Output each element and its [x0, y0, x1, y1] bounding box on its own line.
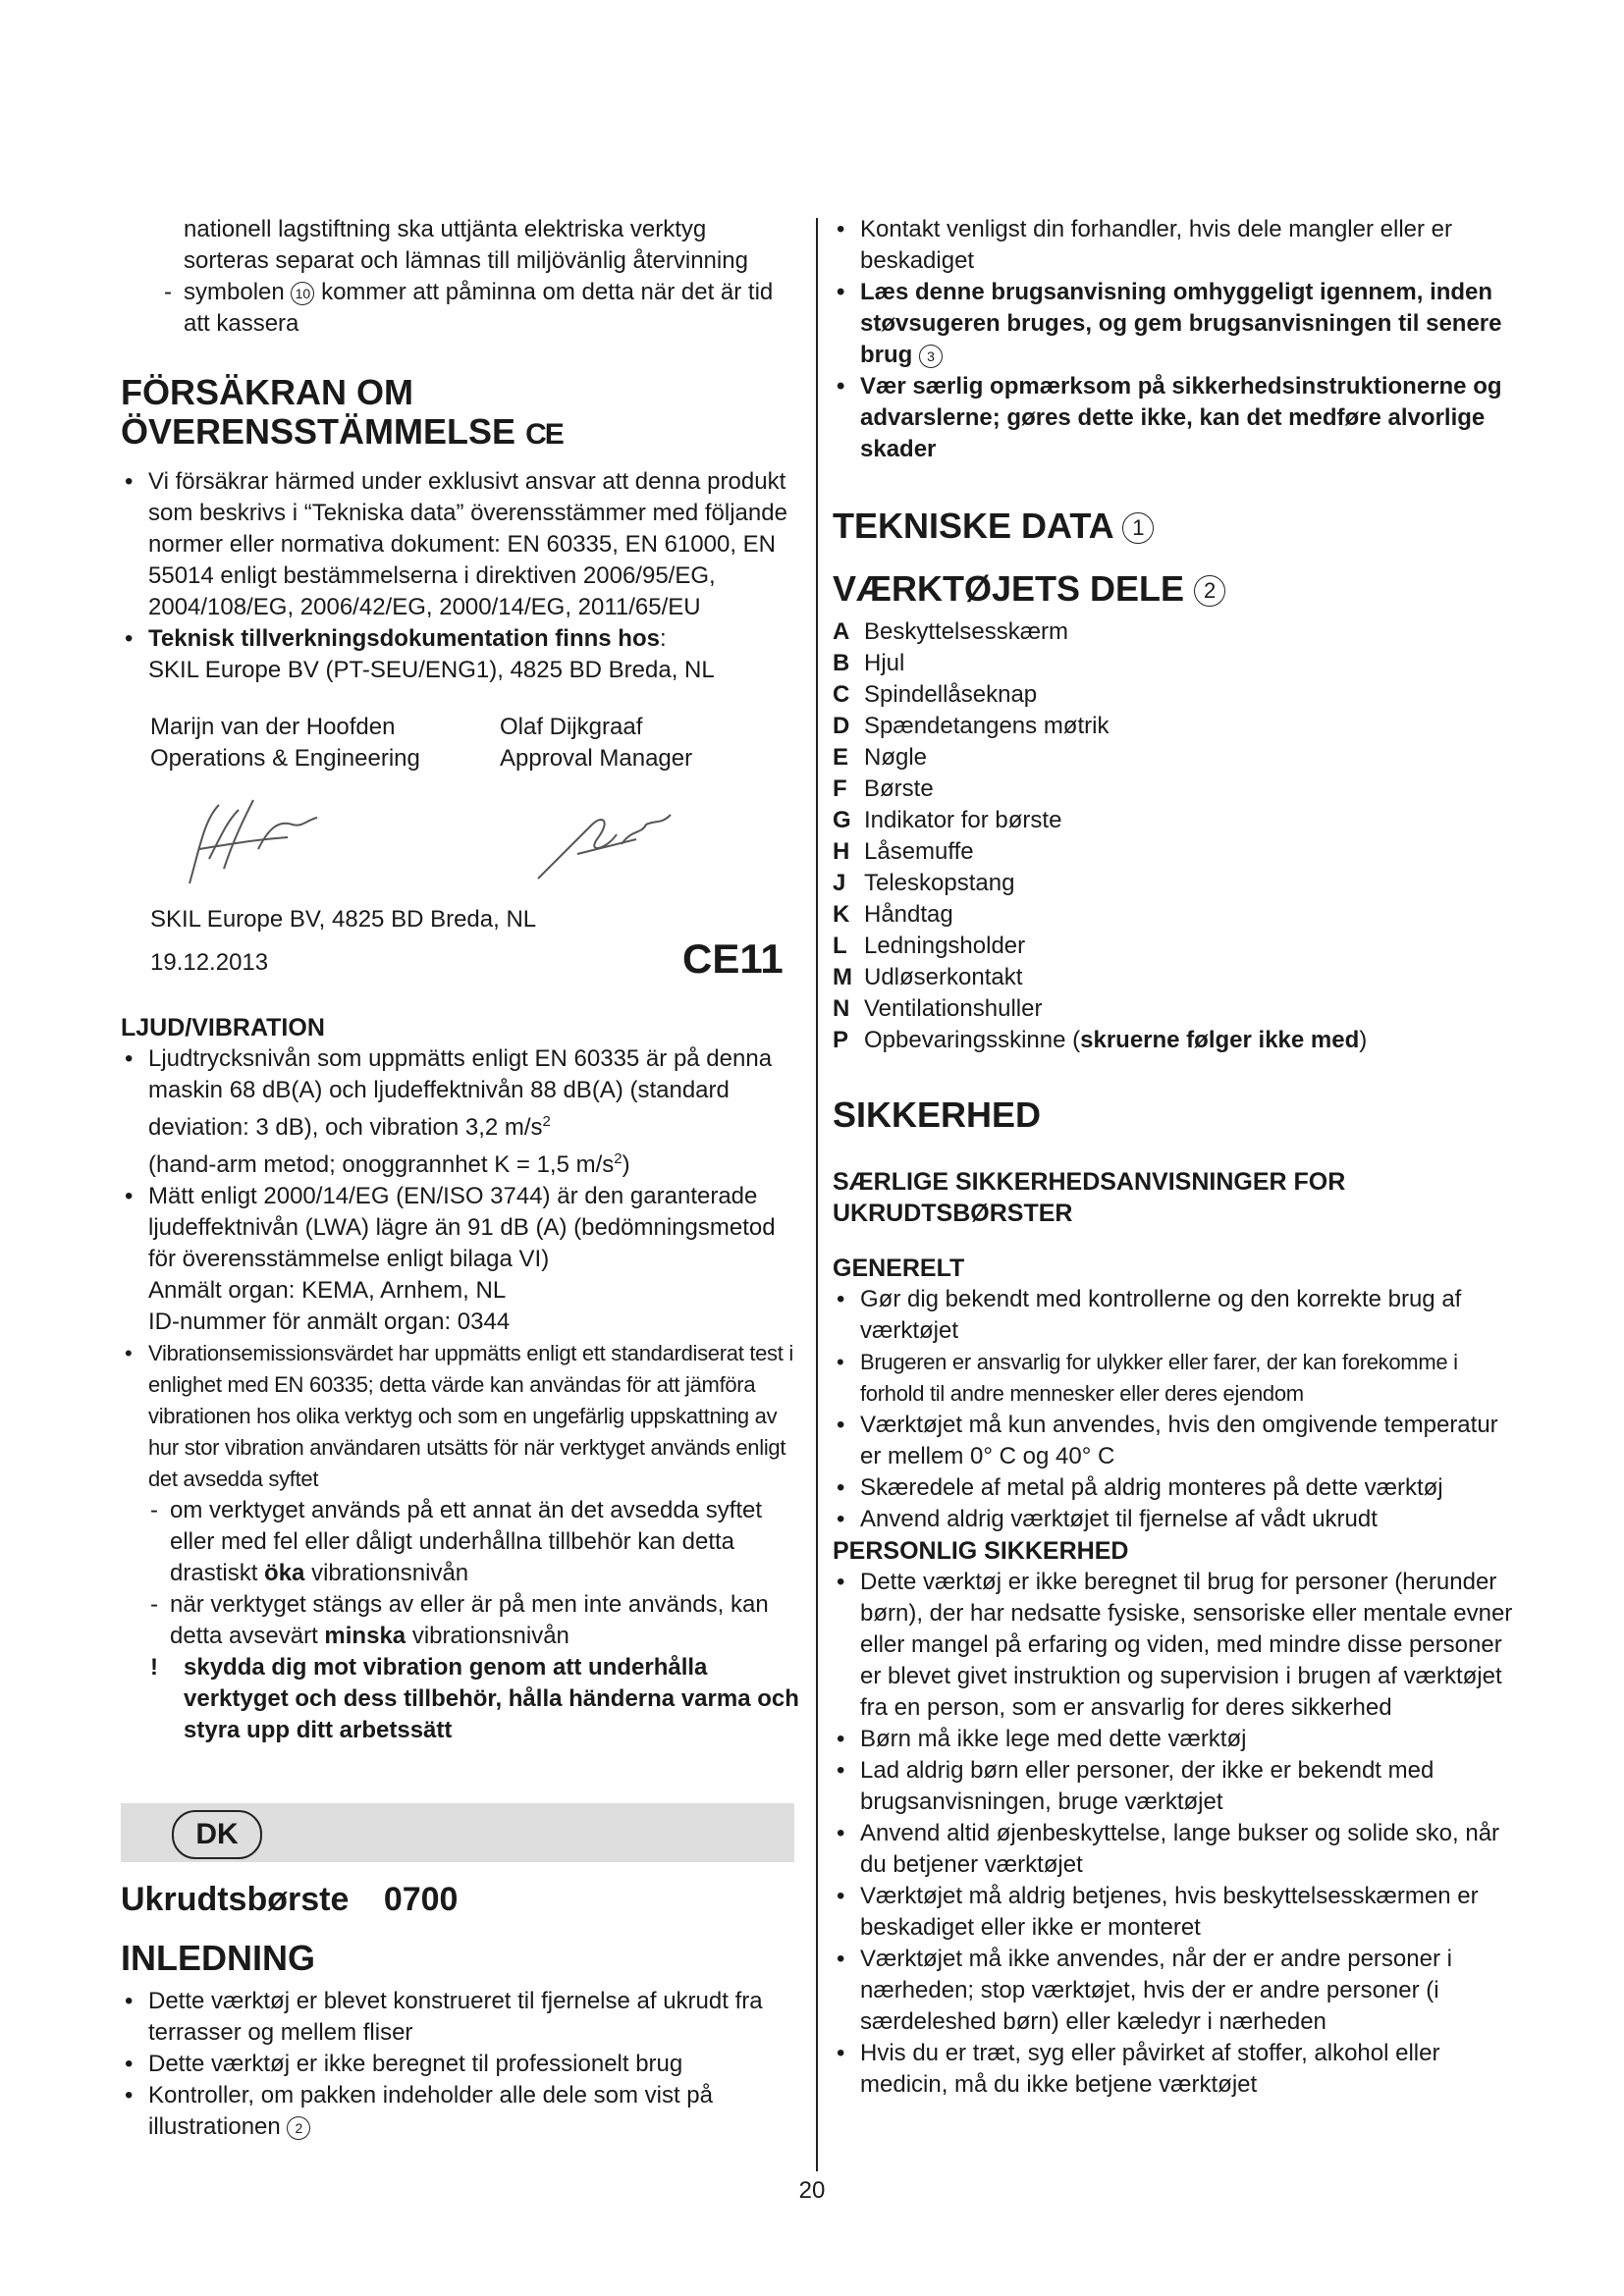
sound-list [121, 1043, 800, 1746]
section-heading [833, 507, 1520, 546]
heading-text: ÖVERENSSTÄMMELSE [121, 411, 516, 452]
product-name: Ukrudtsbørste [121, 1881, 350, 1918]
part-key: G [833, 807, 851, 833]
figure-ref-badge: 10 [291, 282, 314, 305]
text: (hand-arm metod; onoggrannhet K = 1,5 m/s [148, 1151, 615, 1178]
part-key: C [833, 681, 850, 708]
part-label: Teleskopstang [864, 870, 1015, 896]
part-item [833, 679, 1520, 711]
conformity-heading [121, 373, 800, 454]
list-item: • Kontakt venligst din forhandler, hvis dele mangler eller er beskadiget [833, 214, 1520, 277]
part-key: J [833, 870, 846, 896]
list-item [121, 2080, 800, 2143]
list-item: • Brugeren er ansvarlig for ulykker eller farer, der kan forekomme i forhold til andre mennesker eller deres ejendom [833, 1347, 1520, 1410]
list-item: • Værktøjet må kun anvendes, hvis den omgivende temperatur er mellem 0° C og 40° C [833, 1410, 1520, 1472]
part-item [833, 836, 1520, 868]
language-bar [121, 1803, 794, 1862]
part-item [833, 616, 1520, 648]
left-column [121, 214, 800, 2143]
text: när verktyget stängs av eller är på men inte används, kan detta avsevärt [170, 1591, 769, 1649]
page-number: 20 [798, 2177, 826, 2204]
part-key: N [833, 995, 850, 1022]
list-item: • Gør dig bekendt med kontrollerne og den korrekte brug af værktøjet [833, 1284, 1520, 1347]
part-item [833, 868, 1520, 899]
list-item: • Skæredele af metal på aldrig monteres på dette værktøj [833, 1472, 1520, 1504]
figure-ref-badge: 2 [287, 2116, 310, 2140]
part-item [833, 1025, 1520, 1056]
list-item: • Værktøjet må ikke anvendes, når der er andre personer i nærheden; stop værktøjet, hvis der er andre personer (i særdeleshed børn) eller kæledyr i nærheden [833, 1944, 1520, 2038]
disposal-dash-list [121, 277, 800, 340]
signer-2 [500, 712, 692, 774]
ce11-mark-icon: CE11 [682, 935, 784, 982]
part-item [833, 742, 1520, 774]
part-label: Ledningsholder [864, 933, 1026, 959]
heading-line [121, 412, 800, 454]
part-label: Beskyttelsesskærm [864, 618, 1069, 645]
warning-icon: ! [150, 1654, 158, 1681]
part-key: P [833, 1027, 849, 1053]
part-label: Opbevaringsskinne ( [864, 1027, 1081, 1053]
personal-list [833, 1567, 1520, 2101]
conformity-list [121, 466, 800, 686]
list-item [121, 1181, 800, 1338]
part-label: Håndtag [864, 901, 953, 928]
part-item [833, 962, 1520, 993]
emphasis: öka [264, 1560, 305, 1586]
list-item [121, 1495, 800, 1589]
subsection-heading: SÆRLIGE SIKKERHEDSANVISNINGER FOR UKRUDTSBØRSTER [833, 1168, 1346, 1227]
text: vibrationsnivån [311, 1560, 469, 1586]
part-key: H [833, 838, 850, 865]
text-line: nationell lagstiftning ska uttjänta elektriska verktyg [184, 216, 707, 242]
signer-name: Olaf Dijkgraaf [500, 714, 643, 740]
list-item: • Værktøjet må aldrig betjenes, hvis beskyttelsesskærmen er beskadiget eller ikke er monteret [833, 1881, 1520, 1944]
part-item [833, 993, 1520, 1025]
part-label: Spindellåseknap [864, 681, 1038, 708]
signer-title: Operations & Engineering [150, 745, 420, 772]
section-heading: LJUD/VIBRATION [121, 1014, 325, 1041]
list-item: • Hvis du er træt, syg eller påvirket af stoffer, alkohol eller medicin, må du ikke betjene værktøjet [833, 2038, 1520, 2101]
part-label: Spændetangens møtrik [864, 713, 1110, 739]
part-item [833, 931, 1520, 962]
part-key: E [833, 744, 849, 771]
figure-ref-badge: 3 [919, 345, 943, 368]
date: 19.12.2013 [150, 949, 269, 976]
part-key: B [833, 650, 850, 676]
part-label: Udløserkontakt [864, 964, 1023, 990]
product-number: 0700 [383, 1881, 459, 1918]
list-item [121, 623, 800, 686]
part-label: Ventilationshuller [864, 995, 1043, 1022]
signer-1 [150, 712, 420, 774]
list-item [833, 277, 1520, 371]
part-item [833, 711, 1520, 742]
part-label: Låsemuffe [864, 838, 974, 865]
text: Læs denne brugsanvisning omhyggeligt igennem, inden støvsugeren bruges, og gem brugsanvisningen til senere brug [860, 279, 1502, 368]
text: Anmält organ: KEMA, Arnhem, NL [148, 1277, 507, 1304]
text: symbolen [184, 279, 285, 305]
list-item: • Anvend altid øjenbeskyttelse, lange bukser og solide sko, når du betjener værktøjet [833, 1818, 1520, 1881]
language-badge: DK [172, 1810, 262, 1859]
disposal-intro [121, 214, 800, 277]
part-key: D [833, 713, 850, 739]
subsection-heading: GENERELT [833, 1255, 965, 1282]
list-item [135, 277, 800, 340]
ce-mark-icon: CE [525, 418, 563, 451]
list-item: • Dette værktøj er blevet konstrueret til fjernelse af ukrudt fra terrasser og mellem fliser [121, 1986, 800, 2049]
text: Kontroller, om pakken indeholder alle dele som vist på illustrationen [148, 2082, 713, 2140]
company-address: SKIL Europe BV, 4825 BD Breda, NL [150, 906, 537, 933]
signature-1-icon [170, 790, 337, 898]
intro-list [121, 1986, 800, 2143]
text: ID-nummer för anmält organ: 0344 [148, 1308, 511, 1335]
signer-name: Marijn van der Hoofden [150, 714, 396, 740]
section-heading: SIKKERHED [833, 1095, 1042, 1135]
part-key: F [833, 775, 847, 802]
superscript: 2 [542, 1113, 551, 1130]
text: ) [622, 1151, 630, 1178]
emphasis: minska [324, 1623, 406, 1649]
label: Teknisk tillverkningsdokumentation finns hos [148, 625, 660, 652]
section-heading: INLEDNING [121, 1938, 315, 1978]
part-key: A [833, 618, 850, 645]
part-item [833, 899, 1520, 931]
part-label: Nøgle [864, 744, 928, 771]
text: om verktyget används på ett annat än det avsedda syftet eller med fel eller dåligt underhållna tillbehör kan detta drastiskt [170, 1497, 763, 1586]
signature-2-icon [518, 800, 685, 898]
list-item: • Dette værktøj er ikke beregnet til brug for personer (herunder børn), der har nedsatte fysiske, sensoriske eller mentale evner eller mangel på erfaring og viden, med mindre disse personer er blevet givet instruktion og supervision i brugen af værktøjet fra en person, som er ansvarlig for deres sikkerhed [833, 1567, 1520, 1724]
text-line: sorteras separat och lämnas till miljövänlig återvinning [184, 247, 748, 274]
text: ) [1359, 1027, 1368, 1053]
instructions-list [833, 214, 1520, 465]
part-item [833, 805, 1520, 836]
text: kommer att påminna om detta när det är tid att kassera [184, 279, 774, 337]
text: vibrationsnivån [411, 1623, 569, 1649]
part-label: Hjul [864, 650, 905, 676]
part-label: Børste [864, 775, 934, 802]
parts-list [833, 616, 1520, 1056]
part-item [833, 648, 1520, 679]
general-list [833, 1284, 1520, 1535]
text: Mätt enligt 2000/14/EG (EN/ISO 3744) är den garanterade ljudeffektnivån (LWA) lägre än 91 dB (A) (bedömningsmetod för överensstämmelse enligt bilaga VI) [148, 1183, 776, 1272]
part-label: Indikator for børste [864, 807, 1062, 833]
list-item: • Vibrationsemissionsvärdet har uppmätts enligt ett standardiserat test i enlighet med EN 60335; detta värde kan användas för att jämföra vibrationen hos olika verktyg och som en ungefärlig uppskattning av hur stor vibration användaren utsätts för när verktyget används enligt det avsedda syftet [121, 1338, 800, 1495]
list-item: • Børn må ikke lege med dette værktøj [833, 1724, 1520, 1755]
list-item: • Dette værktøj er ikke beregnet til professionelt brug [121, 2049, 800, 2080]
list-item [121, 1589, 800, 1652]
part-item [833, 774, 1520, 805]
product-title [121, 1880, 800, 1919]
list-item: • Vi försäkrar härmed under exklusivt ansvar att denna produkt som beskrivs i “Tekniska data” överensstämmer med följande normer eller normativa dokument: EN 60335, EN 61000, EN 55014 enligt bestämmelserna i direktiven 2006/95/EG, 2004/108/EG, 2006/42/EG, 2000/14/EG, 2011/65/EU [121, 466, 800, 623]
heading-line: FÖRSÄKRAN OM [121, 372, 413, 412]
column-divider [816, 218, 818, 2171]
warning-text: skydda dig mot vibration genom att underhålla verktyget och dess tillbehör, hålla händerna varma och styra upp ditt arbetssätt [184, 1654, 799, 1743]
subsection-heading: PERSONLIG SIKKERHED [833, 1537, 1129, 1565]
list-item: • Anvend aldrig værktøjet til fjernelse af vådt ukrudt [833, 1504, 1520, 1535]
part-key: M [833, 964, 852, 990]
superscript: 2 [614, 1150, 623, 1167]
list-item: • Lad aldrig børn eller personer, der ikke er bekendt med brugsanvisningen, bruge værktøjet [833, 1755, 1520, 1818]
heading-text: TEKNISKE DATA [833, 506, 1113, 546]
right-column [833, 214, 1520, 2101]
list-item: • Vær særlig opmærksom på sikkerhedsinstruktionerne og advarslerne; gøres dette ikke, kan det medføre alvorlige skader [833, 371, 1520, 465]
signature-block [121, 686, 800, 981]
figure-ref-badge: 2 [1194, 575, 1225, 607]
part-note: skruerne følger ikke med [1080, 1027, 1360, 1053]
figure-ref-badge: 1 [1122, 512, 1154, 544]
text: : [659, 625, 667, 652]
text: Ljudtrycksnivån som uppmätts enligt EN 60335 är på denna maskin 68 dB(A) och ljudeffektnivån 88 dB(A) (standard deviation: 3 dB), och vibration 3,2 m/s [148, 1045, 773, 1141]
section-heading [833, 569, 1520, 609]
list-item [121, 1043, 800, 1181]
warning-item [121, 1652, 800, 1746]
signer-title: Approval Manager [500, 745, 693, 772]
heading-text: VÆRKTØJETS DELE [833, 568, 1185, 609]
text: SKIL Europe BV (PT-SEU/ENG1), 4825 BD Breda, NL [148, 657, 715, 683]
part-key: K [833, 901, 850, 928]
part-key: L [833, 933, 847, 959]
